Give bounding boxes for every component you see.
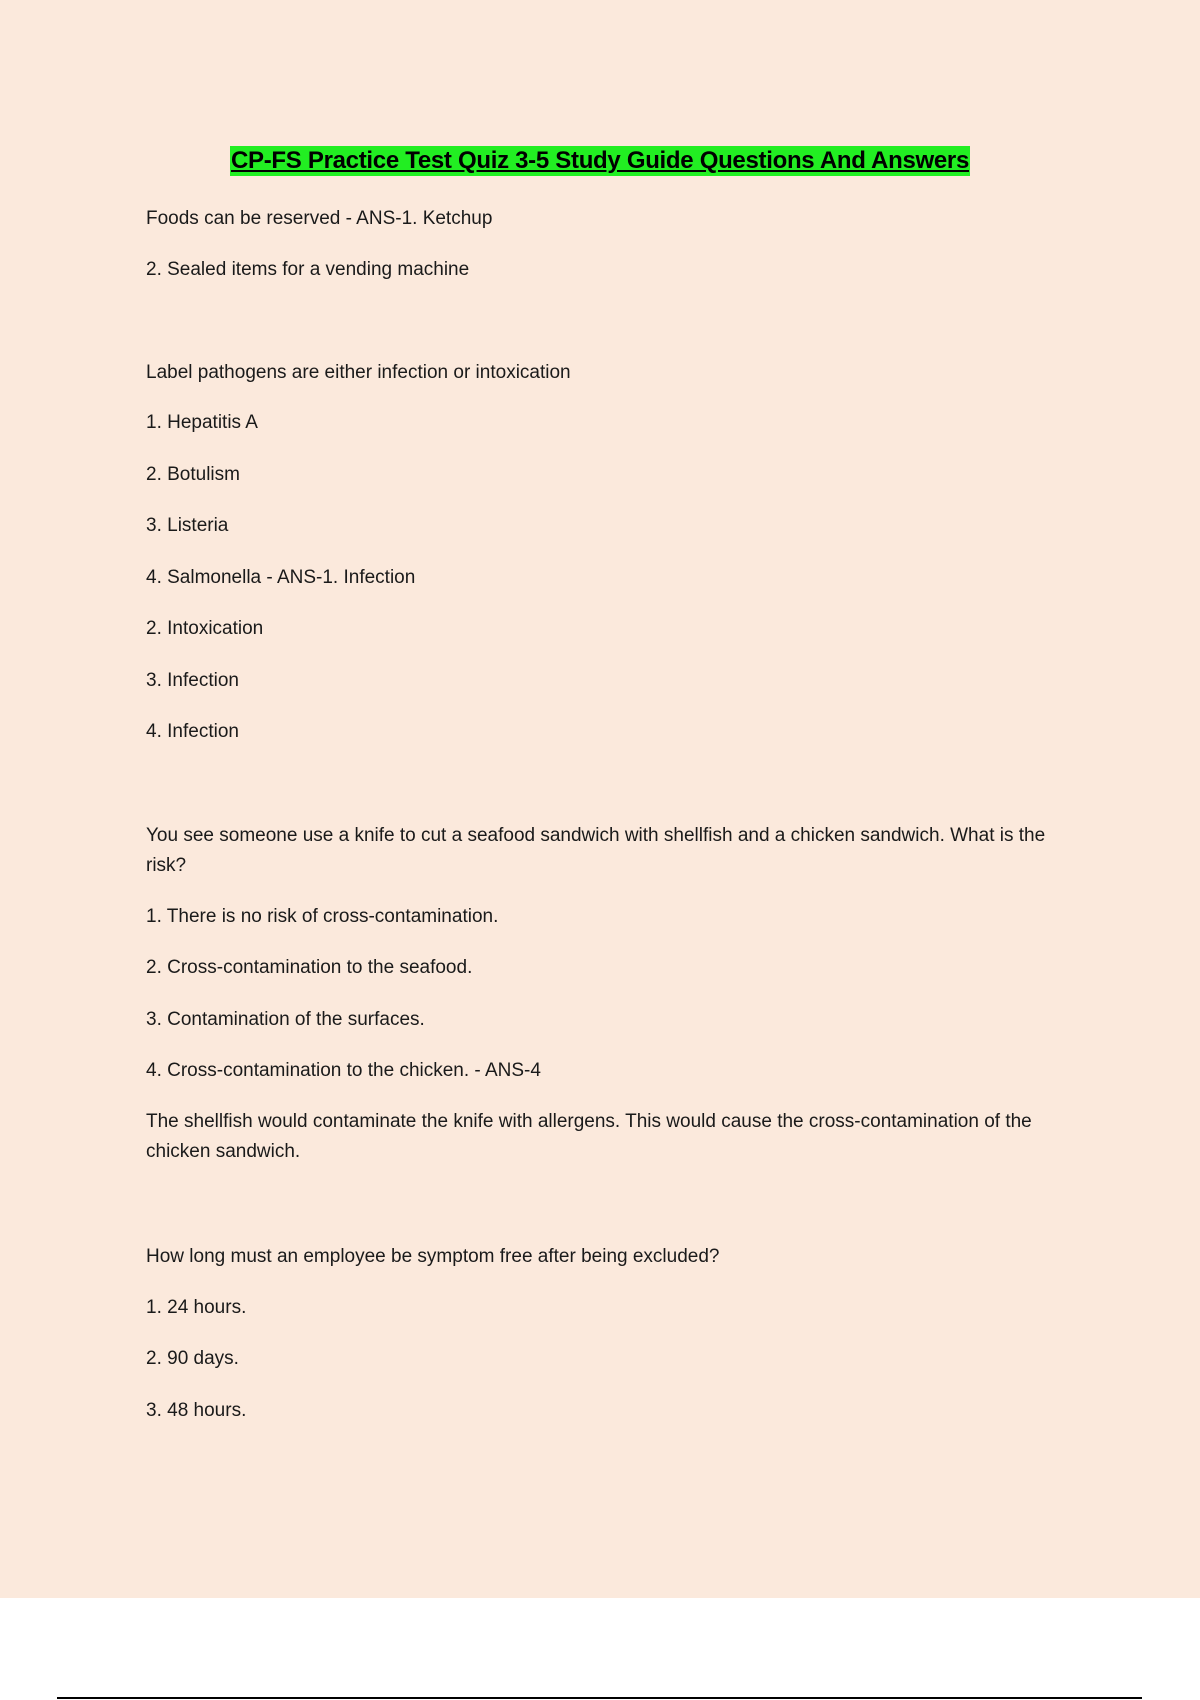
text-line: 4. Infection — [146, 721, 239, 742]
text-line: How long must an employee be symptom free after being excluded? — [146, 1246, 720, 1267]
text-line: Label pathogens are either infection or intoxication — [146, 362, 571, 383]
text-line: 4. Cross-contamination to the chicken. - ANS-4 — [146, 1060, 541, 1081]
text-line: 2. 90 days. — [146, 1348, 239, 1369]
text-line: Foods can be reserved - ANS-1. Ketchup — [146, 208, 493, 229]
text-line: 1. There is no risk of cross-contamination. — [146, 906, 499, 927]
text-line: 3. Contamination of the surfaces. — [146, 1009, 425, 1030]
text-line: 1. 24 hours. — [146, 1297, 247, 1318]
text-line: 2. Cross-contamination to the seafood. — [146, 957, 473, 978]
text-line: 1. Hepatitis A — [146, 412, 258, 433]
text-line: You see someone use a knife to cut a seafood sandwich with shellfish and a chicken sandwich. What is the risk? — [146, 825, 1046, 876]
title-container — [0, 146, 1200, 176]
text-line: 3. Infection — [146, 670, 239, 691]
text-line: 3. Listeria — [146, 515, 229, 536]
text-line: The shellfish would contaminate the knife with allergens. This would cause the cross-contamination of the chicken sandwich. — [146, 1111, 1032, 1162]
text-line: 4. Salmonella - ANS-1. Infection — [146, 567, 416, 588]
document-title: CP-FS Practice Test Quiz 3-5 Study Guide Questions And Answers — [231, 147, 969, 174]
text-line: 3. 48 hours. — [146, 1400, 247, 1421]
text-line: 2. Botulism — [146, 464, 240, 485]
footer-divider — [57, 1697, 1142, 1699]
text-line: 2. Sealed items for a vending machine — [146, 259, 470, 280]
text-line: 2. Intoxication — [146, 618, 264, 639]
